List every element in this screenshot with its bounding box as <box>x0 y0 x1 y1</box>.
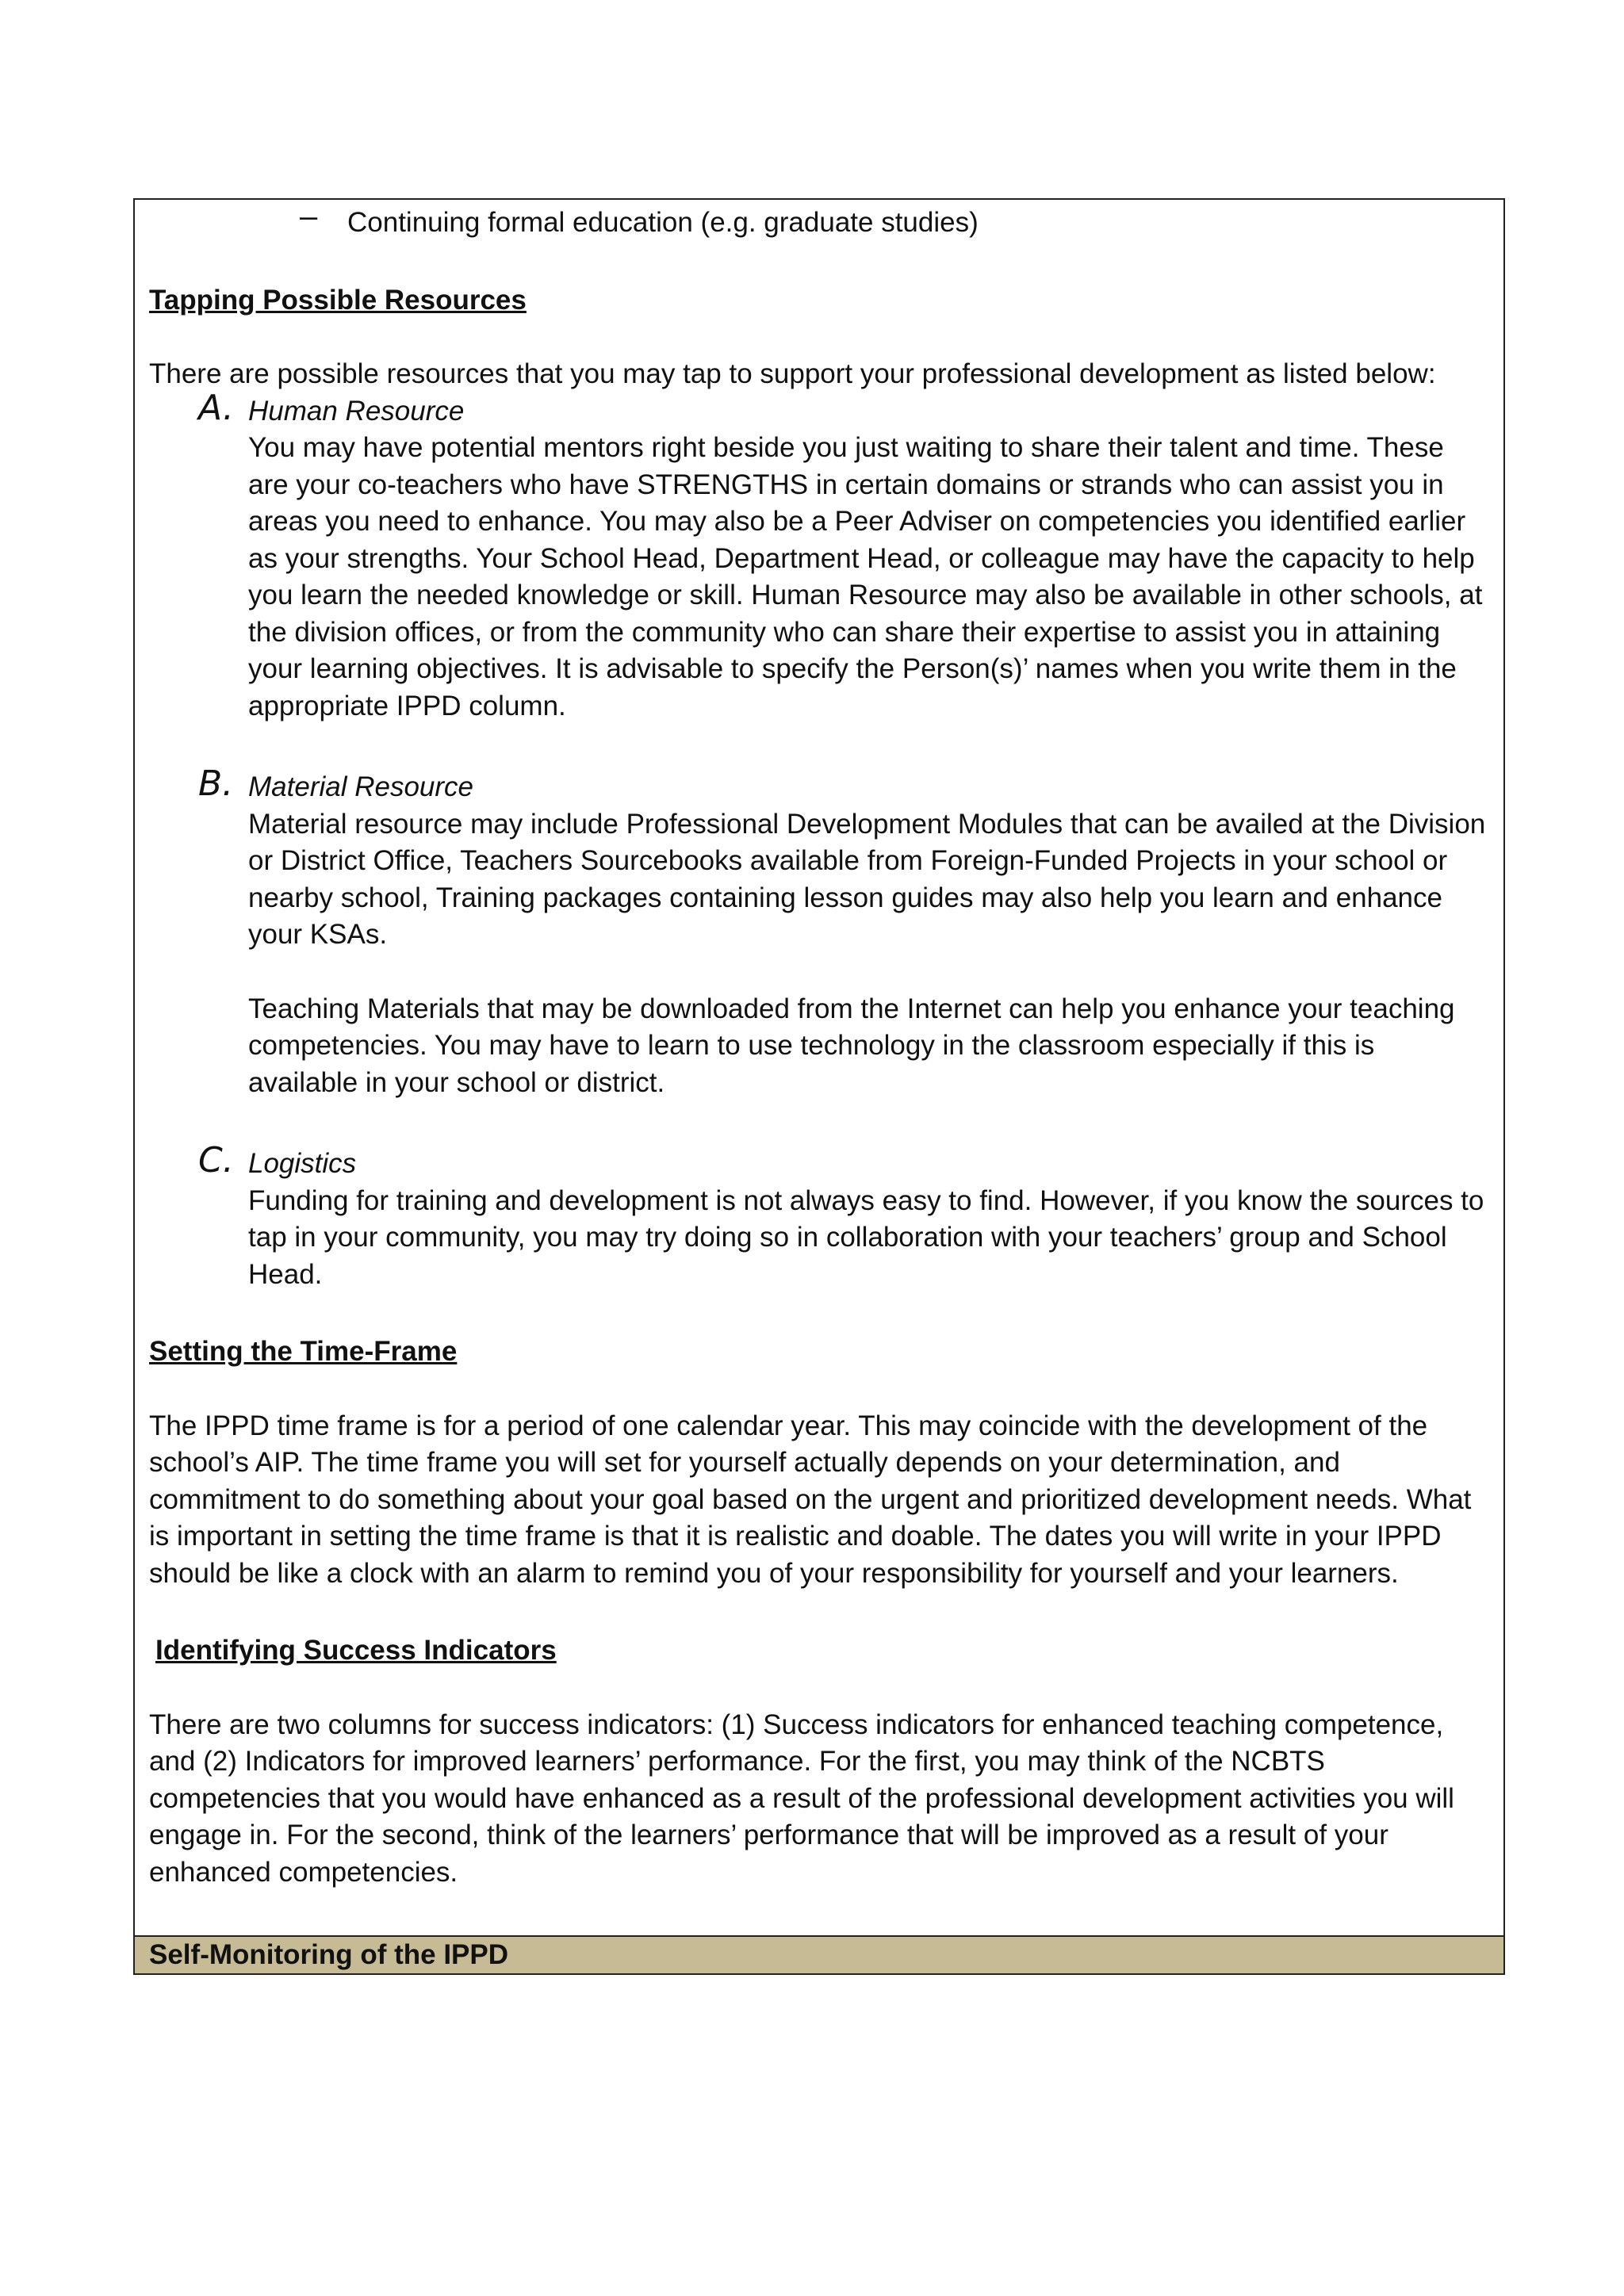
bullet-text: Continuing formal education (e.g. graduate studies) <box>347 207 979 238</box>
heading-success-indicators: Identifying Success Indicators <box>155 1635 557 1666</box>
dash-bullet: – <box>300 199 318 234</box>
item-letter: B. <box>198 763 234 804</box>
item-letter: C. <box>198 1140 234 1181</box>
item-paragraph: Funding for training and development is not always easy to find. However, if you know the sources to tap in your community, you may try doing so in collaboration with your teachers’ group and School Head. <box>248 1184 1484 1290</box>
item-title: Human Resource <box>248 395 465 427</box>
document-content <box>135 199 1503 1935</box>
resource-item-material <box>149 763 1489 1101</box>
success-indicators-text: There are two columns for success indicators: (1) Success indicators for enhanced teaching competence, and (2) Indicators for improved learners’ performance. For the first, you may think of the NCBTS competencies that you would have enhanced as a result of the professional development activities you will engage in. For the second, think of the learners’ performance that will be improved as a result of your enhanced competencies. <box>149 1709 1454 1888</box>
tapping-intro: There are possible resources that you may tap to support your professional development as listed below: <box>149 358 1436 389</box>
item-title: Logistics <box>248 1148 357 1179</box>
item-paragraph: You may have potential mentors right beside you just waiting to share their talent and time. These are your co-teachers who have STRENGTHS in certain domains or strands who can assist you in areas you need to enhance. You may also be a Peer Adviser on competencies you identified earlier as your strengths. Your School Head, Department Head, or colleague may have the capacity to help you learn the needed knowledge or skill. Human Resource may also be available in other schools, at the division offices, or from the community who can share their expertise to assist you in attaining your learning objectives. It is advisable to specify the Person(s)’ names when you write them in the appropriate IPPD column. <box>248 432 1483 721</box>
resource-item-logistics <box>149 1140 1489 1293</box>
item-title: Material Resource <box>248 771 473 802</box>
document-box <box>133 198 1505 1975</box>
item-paragraph: Teaching Materials that may be downloaded from the Internet can help you enhance your teaching competencies. You may have to learn to use technology in the classroom especially if this is available in your school or district. <box>248 993 1455 1098</box>
time-frame-text: The IPPD time frame is for a period of one calendar year. This may coincide with the development of the school’s AIP. The time frame you will set for yourself actually depends on your determination, and commitment to do something about your goal based on the urgent and prioritized development needs. What is important in setting the time frame is that it is realistic and doable. The dates you will write in your IPPD should be like a clock with an alarm to remind you of your responsibility for yourself and your learners. <box>149 1410 1472 1589</box>
section-bar-self-monitoring: Self-Monitoring of the IPPD <box>135 1935 1503 1973</box>
heading-tapping-resources: Tapping Possible Resources <box>149 284 527 316</box>
resource-item-human <box>149 387 1489 725</box>
item-letter: A. <box>198 387 234 428</box>
item-paragraph: Material resource may include Professional Development Modules that can be availed at the Division or District Office, Teachers Sourcebooks available from Foreign-Funded Projects in your school or nearby school, Training packages containing lesson guides may also help you learn and enhance your KSAs. <box>248 808 1486 950</box>
heading-time-frame: Setting the Time-Frame <box>149 1336 458 1367</box>
bullet-item <box>149 199 1489 242</box>
